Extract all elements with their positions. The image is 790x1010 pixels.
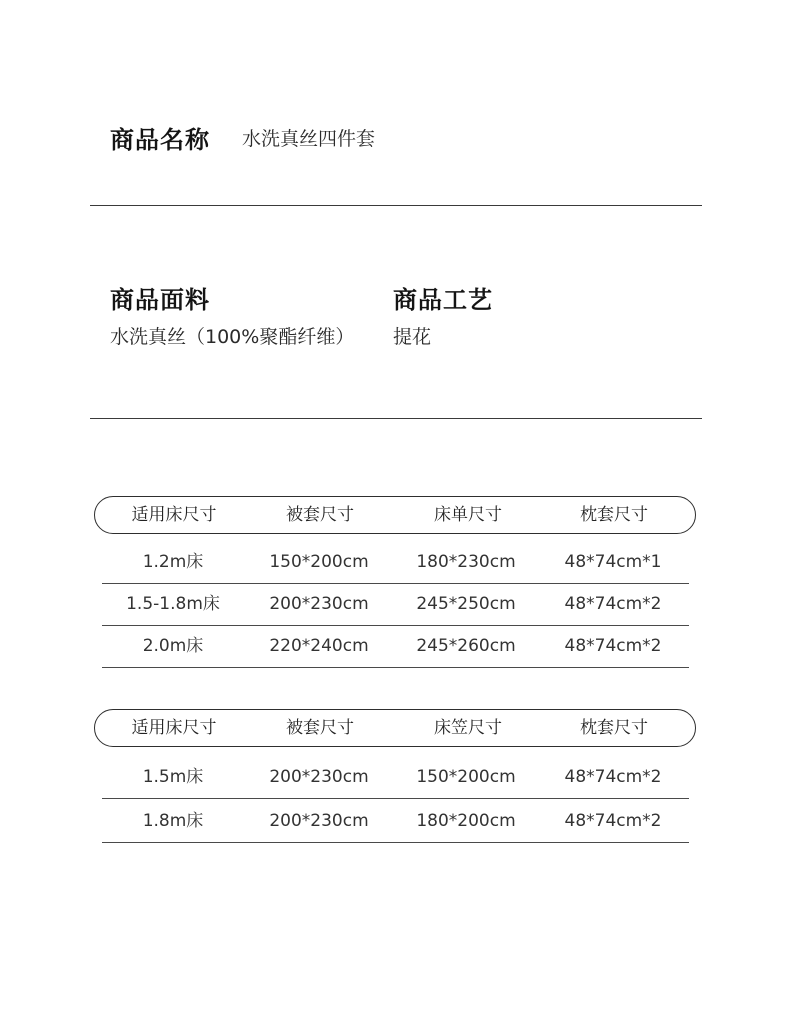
table-cell: 200*230cm <box>269 767 369 787</box>
table-cell: 1.8m床 <box>142 811 204 831</box>
table-cell: 48*74cm*2 <box>564 636 662 656</box>
divider-top <box>90 205 702 206</box>
header-cell-pillowcase-size: 枕套尺寸 <box>580 505 648 525</box>
product-name-label: 商品名称 <box>110 126 210 154</box>
table-cell: 150*200cm <box>416 767 516 787</box>
header-cell-fitted-sheet-size: 床笠尺寸 <box>434 718 502 738</box>
header-cell-sheet-size: 床单尺寸 <box>434 505 502 525</box>
table-cell: 1.2m床 <box>142 552 204 572</box>
header-cell-duvet-size: 被套尺寸 <box>286 505 354 525</box>
divider-middle <box>90 418 702 419</box>
table-row <box>102 800 689 843</box>
table-cell: 200*230cm <box>269 594 369 614</box>
fabric-value: 水洗真丝（100%聚酯纤维） <box>110 326 355 348</box>
table-cell: 48*74cm*2 <box>564 767 662 787</box>
table-cell: 245*260cm <box>416 636 516 656</box>
table-cell: 48*74cm*1 <box>564 552 662 572</box>
table-row <box>102 756 689 799</box>
table-cell: 180*230cm <box>416 552 516 572</box>
table-cell: 150*200cm <box>269 552 369 572</box>
header-cell-duvet-size: 被套尺寸 <box>286 718 354 738</box>
craft-label: 商品工艺 <box>393 286 493 314</box>
table-cell: 48*74cm*2 <box>564 811 662 831</box>
product-name-value: 水洗真丝四件套 <box>242 128 376 150</box>
table-cell: 1.5m床 <box>142 767 204 787</box>
header-cell-bed-size: 适用床尺寸 <box>131 505 217 525</box>
table-cell: 48*74cm*2 <box>564 594 662 614</box>
size-table-2 <box>94 709 696 831</box>
table-row <box>102 541 689 584</box>
header-cell-bed-size: 适用床尺寸 <box>131 718 217 738</box>
table-header <box>94 496 696 534</box>
size-table-1 <box>94 496 696 656</box>
table-cell: 1.5-1.8m床 <box>126 594 220 614</box>
table-header <box>94 709 696 747</box>
header-cell-pillowcase-size: 枕套尺寸 <box>580 718 648 738</box>
table-row <box>102 583 689 626</box>
table-cell: 245*250cm <box>416 594 516 614</box>
table-cell: 180*200cm <box>416 811 516 831</box>
fabric-label: 商品面料 <box>110 286 210 314</box>
table-cell: 220*240cm <box>269 636 369 656</box>
craft-value: 提花 <box>393 326 432 348</box>
table-cell: 200*230cm <box>269 811 369 831</box>
table-row <box>102 625 689 668</box>
table-cell: 2.0m床 <box>142 636 204 656</box>
